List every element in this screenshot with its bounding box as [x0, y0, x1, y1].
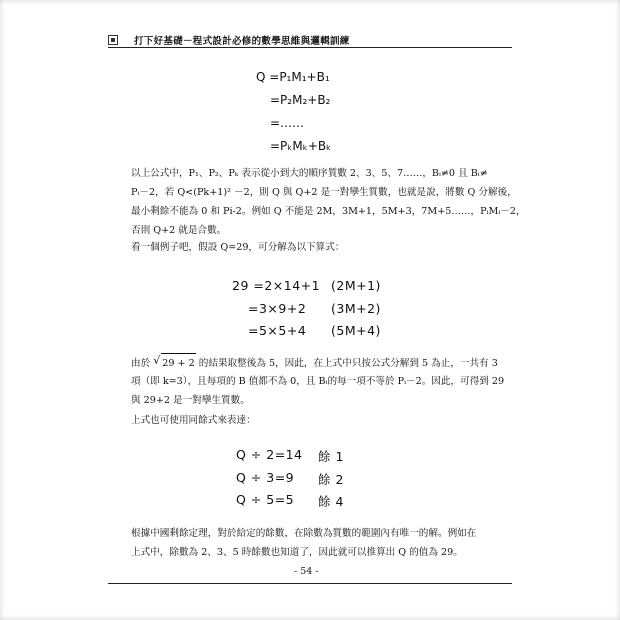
paragraph-chinese-remainder	[131, 524, 493, 562]
radicand: 29 + 2	[161, 353, 195, 373]
formula2-row3-expression: =5×5+4	[248, 323, 307, 338]
formula3-row2-division: Q ÷ 3=9	[236, 470, 295, 485]
formula1-line4: =PₖMₖ+Bₖ	[270, 139, 332, 153]
paragraph-formula-explanation	[131, 164, 526, 240]
formula1-line2: =P₂M₂+B₂	[270, 93, 331, 107]
text-fragment: 由於	[131, 358, 151, 369]
header-square-icon	[108, 35, 118, 45]
paragraph-example-intro	[131, 238, 493, 257]
text-fragment: 的結果取整後為 5，因此，在上式中只按公式分解到 5 為止，一共有 3	[198, 358, 498, 369]
formula2-row1-expression: 29 =2×14+1	[232, 278, 321, 293]
paragraph-congruence-intro	[131, 411, 493, 430]
text-line: 上式也可使用同餘式來表達：	[131, 415, 256, 426]
formula3-row2-remainder: 餘 2	[318, 472, 344, 487]
text-line: 項（即 k=3），且每項的 B 值都不為 0，且 Bᵢ的每一項不等於 Pᵢ－2。因此，可得到 29	[131, 376, 505, 387]
text-line: 看一個例子吧，假設 Q=29，可分解為以下算式：	[131, 242, 345, 253]
square-root-expression	[153, 353, 195, 373]
formula3-row1-division: Q ÷ 2=14	[236, 447, 303, 462]
text-line: 否則 Q+2 就是合數。	[131, 225, 227, 236]
text-line: 以上公式中，P₁、P₂、Pₖ 表示從小到大的順序質數 2、3、5、7……，Bᵢ≠0 且 Bᵢ≠	[131, 168, 488, 179]
text-line	[131, 353, 498, 372]
header-title: 打下好基礎－程式設計必修的數學思維與邏輯訓練	[134, 36, 350, 47]
formula3-row3-division: Q ÷ 5=5	[236, 492, 295, 507]
radical-sign-icon: √	[153, 354, 161, 367]
formula3-row3-remainder: 餘 4	[318, 494, 344, 509]
text-line: Pᵢ－2，若 Q<(Pk+1)² －2，則 Q 與 Q+2 是一對孿生質數，也就是說，將數 Q 分解後，	[131, 187, 517, 198]
formula2-row1-form: (2M+1)	[331, 278, 381, 293]
text-line: 與 29+2 是一對孿生質數。	[131, 395, 250, 406]
text-line: 上式中，除數為 2、3、5 時餘數也知道了，因此就可以推算出 Q 的值為 29。	[131, 547, 463, 558]
paragraph-sqrt-explanation	[131, 353, 505, 410]
header-rule	[108, 47, 512, 48]
running-header	[108, 33, 512, 49]
footer-rule	[108, 583, 512, 584]
formula1-line3: =……	[270, 116, 305, 130]
page-number: - 54 -	[294, 566, 319, 577]
formula2-row2-expression: =3×9+2	[248, 301, 307, 316]
formula3-row1-remainder: 餘 1	[318, 449, 344, 464]
text-line: 最小剩餘不能為 0 和 Pi-2。例如 Q 不能是 2M，3M+1，5M+3，7M+5……，PᵢMᵢ－2，	[131, 206, 526, 217]
formula1-line1: Q =P₁M₁+B₁	[256, 70, 330, 84]
formula2-row2-form: (3M+2)	[331, 301, 381, 316]
text-line: 根據中國剩餘定理，對於給定的餘數，在除數為質數的範圍內有唯一的解。例如在	[131, 528, 477, 539]
formula2-row3-form: (5M+4)	[331, 323, 381, 338]
